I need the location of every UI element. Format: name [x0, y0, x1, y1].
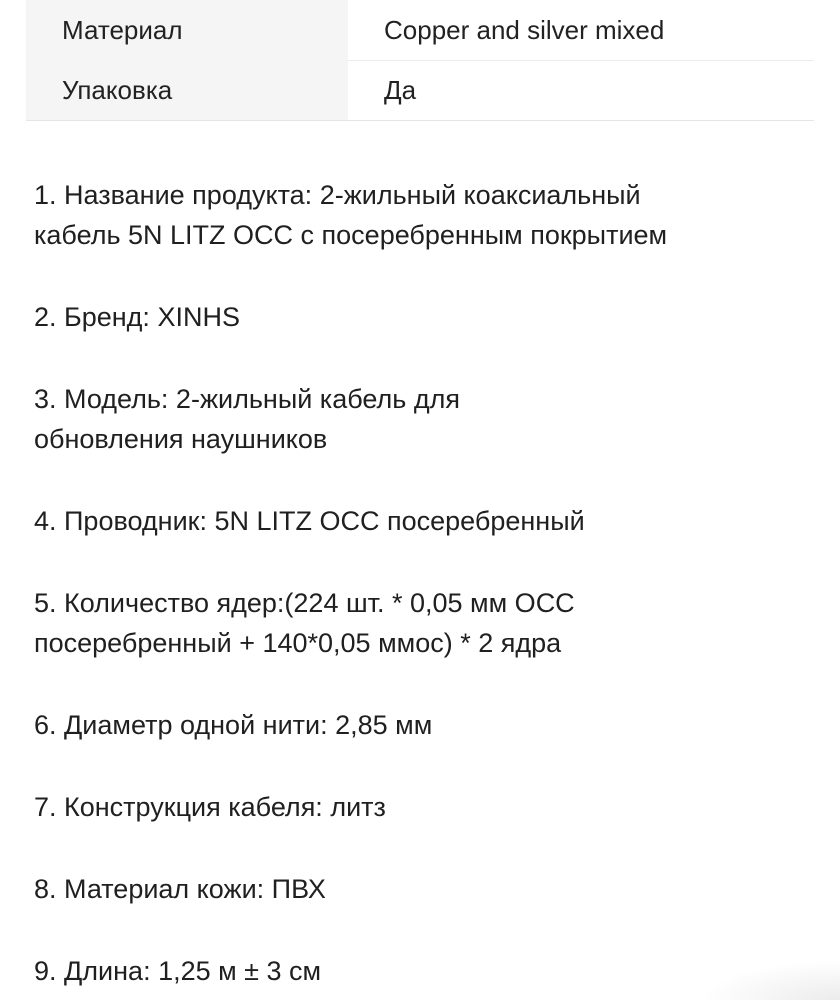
description-item-cores: 5. Количество ядер:(224 шт. * 0,05 мм OCC посеребренный + 140*0,05 ммос) * 2 ядра	[34, 588, 575, 658]
spec-key: Материал	[26, 0, 348, 60]
description-item-name: 1. Название продукта: 2-жильный коаксиальный кабель 5N LITZ OCC с посеребренным покрытием	[34, 180, 668, 250]
description-item-construction: 7. Конструкция кабеля: литз	[34, 792, 386, 822]
spec-row-material	[26, 0, 814, 60]
description-item-length: 9. Длина: 1,25 м ± 3 см	[34, 956, 322, 986]
spec-key: Упаковка	[26, 60, 348, 120]
description-item-model: 3. Модель: 2-жильный кабель для обновления наушников	[34, 384, 460, 454]
spec-value: Да	[348, 60, 814, 120]
product-description	[34, 175, 814, 1000]
corner-shadow	[700, 960, 840, 1000]
spec-row-packaging	[26, 60, 814, 120]
description-item-conductor: 4. Проводник: 5N LITZ OCC посеребренный	[34, 506, 585, 536]
spec-value: Copper and silver mixed	[384, 14, 665, 45]
description-item-diameter: 6. Диаметр одной нити: 2,85 мм	[34, 710, 433, 740]
description-item-brand: 2. Бренд: XINHS	[34, 302, 240, 332]
spec-table	[26, 0, 814, 121]
description-item-jacket: 8. Материал кожи: ПВХ	[34, 874, 326, 904]
